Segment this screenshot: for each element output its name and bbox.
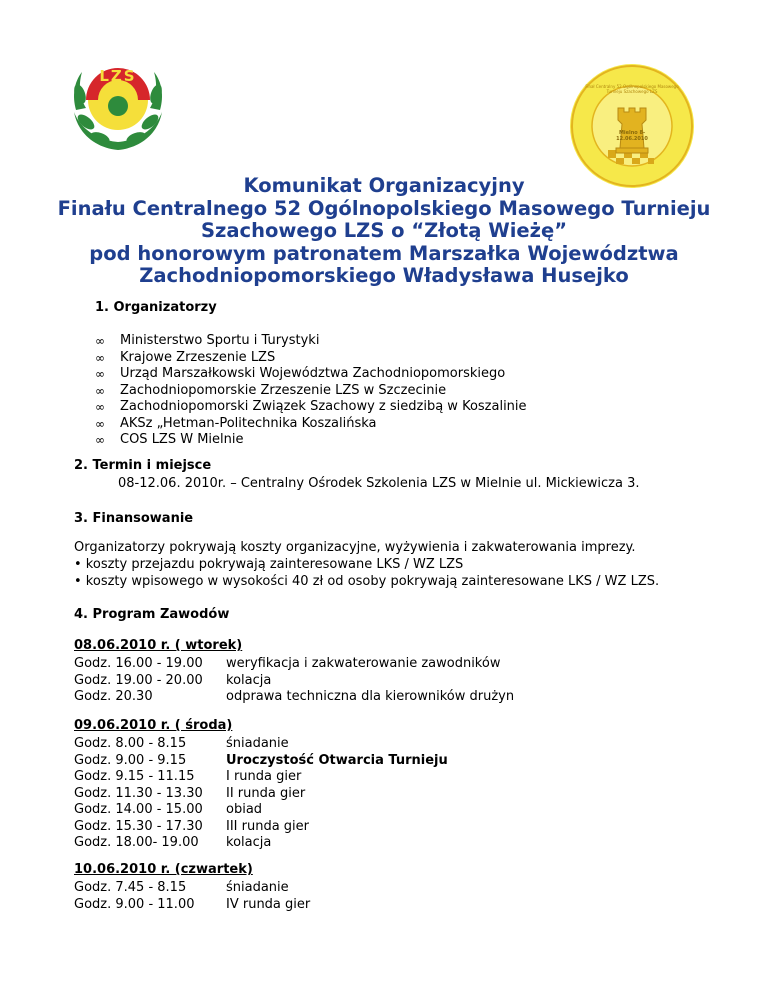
list-item-text: AKSz „Hetman-Politechnika Koszalińska bbox=[120, 415, 377, 431]
list-item-text: Krajowe Zrzeszenie LZS bbox=[120, 349, 276, 365]
financing-text-1: Organizatorzy pokrywają koszty organizacyjne, wyżywienia i zakwaterowania imprezy. bbox=[74, 540, 636, 555]
schedule-activity: weryfikacja i zakwaterowanie zawodników bbox=[226, 656, 501, 671]
schedule-activity: odprawa techniczna dla kierowników drużyn bbox=[226, 689, 515, 704]
section-organizers-heading: 1. Organizatorzy bbox=[95, 300, 217, 315]
schedule-time: Godz. 9.15 - 11.15 bbox=[74, 769, 195, 784]
list-item bbox=[95, 350, 527, 367]
date-place-text: 08-12.06. 2010r. – Centralny Ośrodek Szkolenia LZS w Mielnie ul. Mickiewicza 3. bbox=[118, 476, 640, 491]
schedule-activity: IV runda gier bbox=[226, 896, 311, 912]
title-line-3: Szachowego LZS o “Złotą Wieżę” bbox=[200, 219, 568, 242]
section-date-place-heading: 2. Termin i miejsce bbox=[74, 458, 212, 473]
day-date-heading: 10.06.2010 r. (czwartek) bbox=[74, 862, 253, 877]
schedule-activity: kolacja bbox=[226, 672, 272, 688]
list-item-text: Ministerstwo Sportu i Turystyki bbox=[120, 333, 320, 348]
list-item-text: Urząd Marszałkowski Województwa Zachodniopomorskiego bbox=[120, 366, 506, 381]
schedule-time: Godz. 8.00 - 8.15 bbox=[74, 736, 187, 751]
day-date-heading: 09.06.2010 r. ( środa) bbox=[74, 718, 233, 733]
bullet-icon: ∞ bbox=[95, 416, 105, 431]
list-item bbox=[95, 333, 527, 350]
golden-tower-medal bbox=[568, 62, 696, 190]
bullet-icon: ∞ bbox=[95, 433, 105, 447]
schedule-time: Godz. 14.00 - 15.00 bbox=[74, 802, 203, 817]
schedule-activity: śniadanie bbox=[226, 880, 289, 895]
list-item-text: Zachodniopomorski Związek Szachowy z siedzibą w Koszalinie bbox=[120, 399, 527, 414]
schedule-time: Godz. 18.00- 19.00 bbox=[74, 835, 199, 850]
schedule-time: Godz. 15.30 - 17.30 bbox=[74, 818, 203, 834]
title-line-4: pod honorowym patronatem Marszałka Województwa bbox=[89, 241, 679, 265]
document-title bbox=[40, 175, 728, 288]
schedule-activity: obiad bbox=[226, 802, 263, 817]
financing-text-3: • koszty wpisowego w wysokości 40 zł od osoby pokrywają zainteresowane LKS / WZ LZS. bbox=[74, 574, 660, 589]
list-item bbox=[95, 416, 527, 433]
bullet-icon: ∞ bbox=[95, 334, 105, 348]
schedule-time: Godz. 16.00 - 19.00 bbox=[74, 656, 203, 671]
list-item-text: Zachodniopomorskie Zrzeszenie LZS w Szczecinie bbox=[120, 382, 447, 398]
lzs-logo-text: LZS bbox=[99, 67, 137, 85]
section-program-heading: 4. Program Zawodów bbox=[74, 607, 230, 622]
day-date-heading: 08.06.2010 r. ( wtorek) bbox=[74, 638, 243, 653]
schedule-activity: Uroczystość Otwarcia Turnieju bbox=[226, 752, 448, 768]
schedule-activity: III runda gier bbox=[226, 818, 310, 834]
bullet-icon: ∞ bbox=[95, 400, 105, 414]
schedule-time: Godz. 9.00 - 9.15 bbox=[74, 752, 187, 768]
section-financing-heading: 3. Finansowanie bbox=[74, 511, 194, 526]
title-line-1: Komunikat Organizacyjny bbox=[243, 174, 525, 197]
financing-text-2: • koszty przejazdu pokrywają zainteresowane LKS / WZ LZS bbox=[74, 557, 464, 572]
organizers-list bbox=[95, 333, 527, 449]
list-item bbox=[95, 399, 527, 416]
schedule-activity: śniadanie bbox=[226, 736, 289, 751]
bullet-icon: ∞ bbox=[95, 383, 105, 398]
list-item bbox=[95, 383, 527, 400]
schedule-time: Godz. 9.00 - 11.00 bbox=[74, 896, 195, 912]
schedule-time: Godz. 19.00 - 20.00 bbox=[74, 672, 203, 688]
list-item bbox=[95, 432, 527, 449]
medal-ring-text: Finał Centralny 52 Ogólnopolskiego Masowego Turnieju Szachowego LZS bbox=[585, 84, 679, 94]
bullet-icon: ∞ bbox=[95, 367, 105, 381]
list-item bbox=[95, 366, 527, 383]
schedule-activity: kolacja bbox=[226, 835, 272, 850]
schedule-time: Godz. 11.30 - 13.30 bbox=[74, 785, 203, 801]
schedule-activity: I runda gier bbox=[226, 769, 302, 784]
lzs-logo bbox=[66, 50, 170, 154]
list-item-text: COS LZS W Mielnie bbox=[120, 432, 244, 447]
title-line-2: Finału Centralnego 52 Ogólnopolskiego Masowego Turnieju bbox=[57, 196, 711, 220]
bullet-icon: ∞ bbox=[95, 350, 105, 365]
title-line-5: Zachodniopomorskiego Władysława Husejko bbox=[139, 264, 629, 287]
schedule-time: Godz. 7.45 - 8.15 bbox=[74, 880, 187, 895]
schedule-time: Godz. 20.30 bbox=[74, 689, 153, 704]
schedule-activity: II runda gier bbox=[226, 785, 306, 801]
medal-center-text: Mielno 8-12.06.2010 bbox=[616, 130, 648, 142]
